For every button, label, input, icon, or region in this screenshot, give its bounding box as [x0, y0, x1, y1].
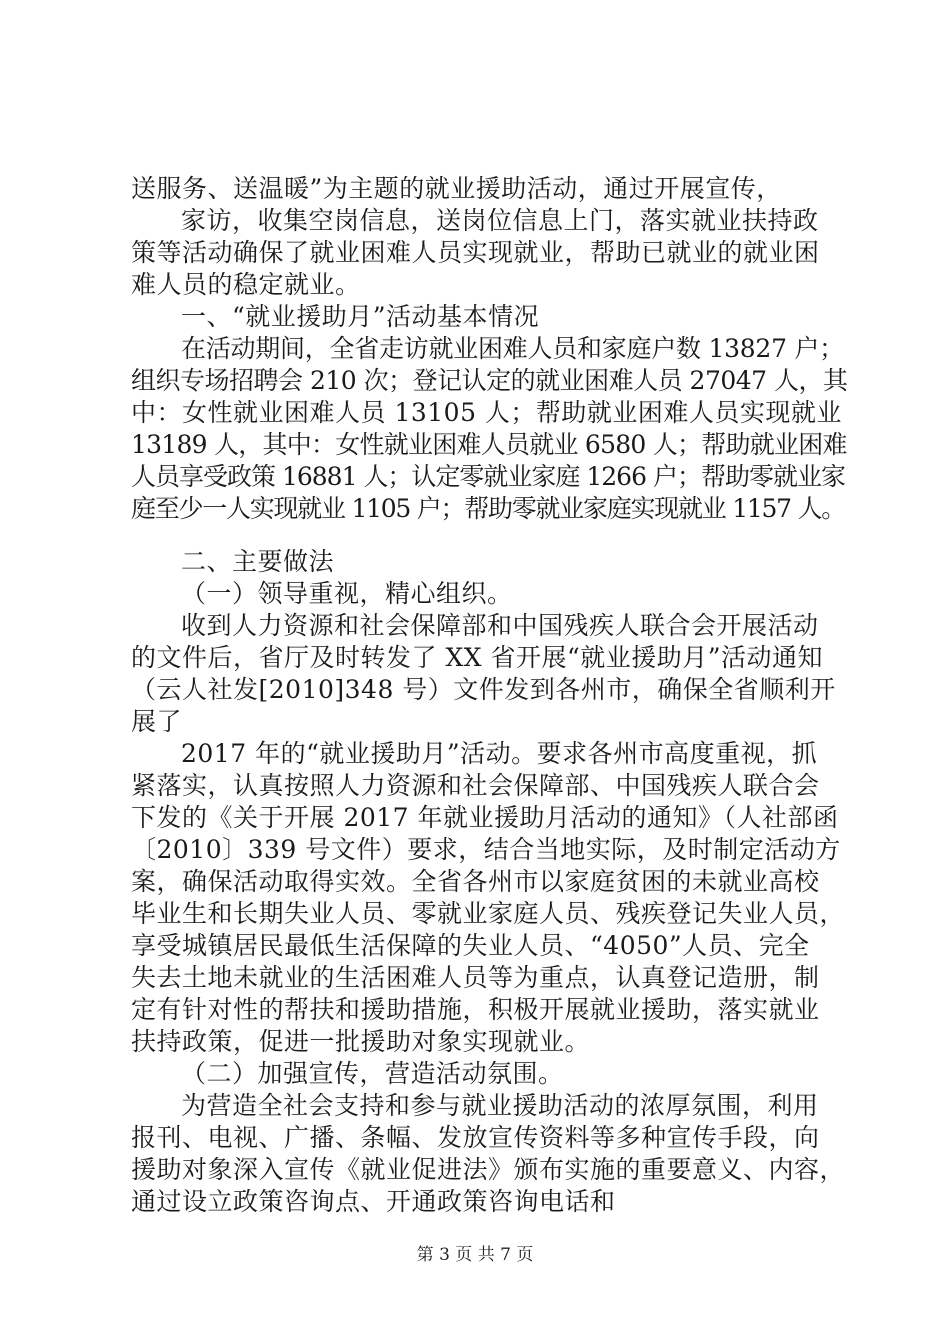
subsection-heading: （二）加强宣传，营造活动氛围。: [181, 1059, 564, 1088]
body-line: 2017 年的“就业援助月”活动。要求各州市高度重视，抓: [181, 739, 818, 768]
body-line: 定有针对性的帮扶和援助措施，积极开展就业援助，落实就业: [131, 995, 820, 1024]
body-line: 紧落实，认真按照人力资源和社会保障部、中国残疾人联合会: [131, 771, 820, 800]
body-line: 报刊、电视、广播、条幅、发放宣传资料等多种宣传手段，向: [131, 1123, 820, 1152]
body-line: 展了: [131, 707, 183, 736]
body-line: 家访，收集空岗信息，送岗位信息上门，落实就业扶持政: [181, 206, 819, 235]
body-line: 送服务、送温暖”为主题的就业援助活动，通过开展宣传，: [131, 174, 782, 203]
body-line: 难人员的稳定就业。: [131, 270, 361, 299]
body-line: 下发的《关于开展 2017 年就业援助月活动的通知》（人社部函: [131, 803, 839, 832]
body-line: 毕业生和长期失业人员、零就业家庭人员、残疾登记失业人员，: [131, 899, 846, 928]
body-line: 策等活动确保了就业困难人员实现就业，帮助已就业的就业困: [131, 238, 820, 267]
body-line: 案，确保活动取得实效。全省各州市以家庭贫困的未就业高校: [131, 867, 820, 896]
body-line: 援助对象深入宣传《就业促进法》颁布实施的重要意义、内容，: [131, 1155, 846, 1184]
body-line: （云人社发[2010]348 号）文件发到各州市，确保全省顺利开: [131, 675, 836, 704]
body-line: 为营造全社会支持和参与就业援助活动的浓厚氛围，利用: [181, 1091, 819, 1120]
body-line: 收到人力资源和社会保障部和中国残疾人联合会开展活动: [181, 611, 819, 640]
body-line: 的文件后，省厅及时转发了 XX 省开展“就业援助月”活动通知: [131, 643, 824, 672]
body-line: 庭至少一人实现就业 1105 户；帮助零就业家庭实现就业 1157 人。: [131, 494, 846, 523]
body-line: 中：女性就业困难人员 13105 人；帮助就业困难人员实现就业: [131, 398, 842, 427]
body-line: 13189 人，其中：女性就业困难人员就业 6580 人；帮助就业困难: [131, 430, 847, 459]
body-line: 扶持政策，促进一批援助对象实现就业。: [131, 1027, 591, 1056]
section-heading: 二、主要做法: [181, 547, 335, 576]
body-line: 组织专场招聘会 210 次；登记认定的就业困难人员 27047 人，其: [131, 366, 848, 395]
body-line: 人员享受政策 16881 人；认定零就业家庭 1266 户；帮助零就业家: [131, 462, 845, 491]
body-line: 在活动期间，全省走访就业困难人员和家庭户数 13827 户；: [181, 334, 844, 363]
page-footer: 第 3 页 共 7 页: [416, 1245, 534, 1265]
body-line: 〔2010〕339 号文件）要求，结合当地实际，及时制定活动方: [131, 835, 841, 864]
section-heading: 一、“就业援助月”活动基本情况: [181, 302, 540, 331]
body-line: 通过设立政策咨询点、开通政策咨询电话和: [131, 1187, 616, 1216]
subsection-heading: （一）领导重视，精心组织。: [181, 579, 513, 608]
body-line: 享受城镇居民最低生活保障的失业人员、“4050”人员、完全: [131, 931, 810, 960]
body-line: 失去土地未就业的生活困难人员等为重点，认真登记造册，制: [131, 963, 820, 992]
